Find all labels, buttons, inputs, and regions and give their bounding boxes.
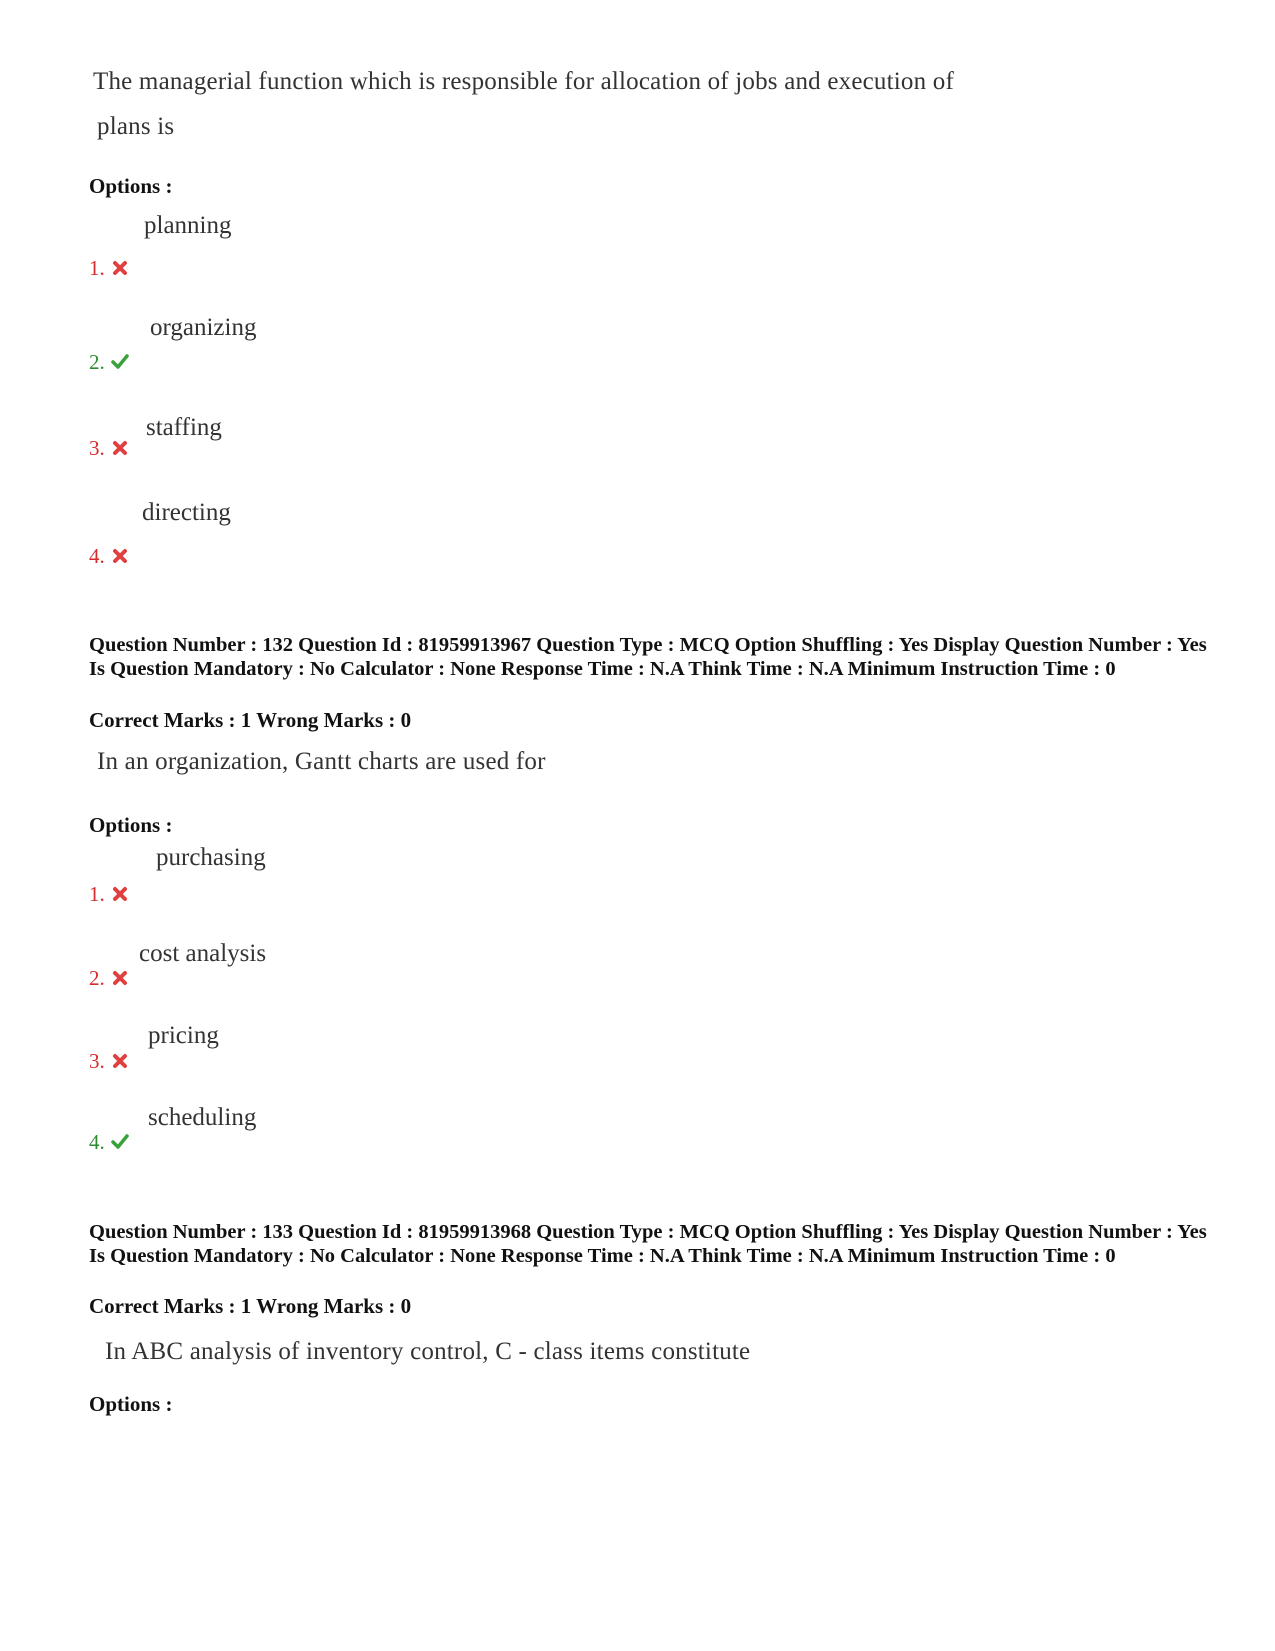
option-number-row — [89, 436, 129, 461]
cross-icon — [111, 259, 129, 277]
option-number-row — [89, 1130, 129, 1155]
options-label: Options : — [89, 174, 173, 198]
option-text: planning — [144, 212, 232, 239]
options-label: Options : — [89, 813, 173, 837]
option-text: cost analysis — [139, 940, 267, 967]
question-text-line-1: The managerial function which is responsible for allocation of jobs and execution of — [93, 68, 954, 95]
option-text: staffing — [146, 414, 222, 441]
cross-icon — [111, 547, 129, 565]
question-text: In ABC analysis of inventory control, C - class items constitute — [105, 1338, 751, 1365]
option-number: 2. — [89, 350, 105, 374]
check-icon — [111, 353, 129, 371]
option-number-row — [89, 882, 129, 907]
question-marks: Correct Marks : 1 Wrong Marks : 0 — [89, 708, 412, 732]
option-number-row — [89, 256, 129, 281]
cross-icon — [111, 885, 129, 903]
option-number-row — [89, 1049, 129, 1074]
cross-icon — [111, 1052, 129, 1070]
question-meta: Question Number : 133 Question Id : 81959913968 Question Type : MCQ Option Shuffling : Yes Display Question Number : Yes Is Question Mandatory : No Calculator : None Response Time : N.A Think Time : N.A Minimum Instruction Time : 0 — [89, 1221, 1207, 1267]
option-text: purchasing — [156, 844, 266, 871]
question-text-line-2: plans is — [97, 113, 175, 140]
question-marks: Correct Marks : 1 Wrong Marks : 0 — [89, 1294, 412, 1318]
option-number-row — [89, 350, 129, 375]
option-number: 3. — [89, 1049, 105, 1073]
options-label: Options : — [89, 1392, 173, 1416]
option-number: 4. — [89, 544, 105, 568]
option-number: 3. — [89, 436, 105, 460]
question-meta: Question Number : 132 Question Id : 81959913967 Question Type : MCQ Option Shuffling : Yes Display Question Number : Yes Is Question Mandatory : No Calculator : None Response Time : N.A Think Time : N.A Minimum Instruction Time : 0 — [89, 634, 1207, 680]
option-number: 1. — [89, 882, 105, 906]
option-text: directing — [142, 499, 231, 526]
option-text: scheduling — [148, 1104, 257, 1131]
option-text: pricing — [148, 1022, 219, 1049]
option-number: 4. — [89, 1130, 105, 1154]
option-number-row — [89, 966, 129, 991]
cross-icon — [111, 969, 129, 987]
check-icon — [111, 1133, 129, 1151]
option-text: organizing — [150, 314, 257, 341]
option-number: 1. — [89, 256, 105, 280]
cross-icon — [111, 439, 129, 457]
option-number: 2. — [89, 966, 105, 990]
option-number-row — [89, 544, 129, 569]
question-text: In an organization, Gantt charts are used for — [97, 748, 546, 775]
